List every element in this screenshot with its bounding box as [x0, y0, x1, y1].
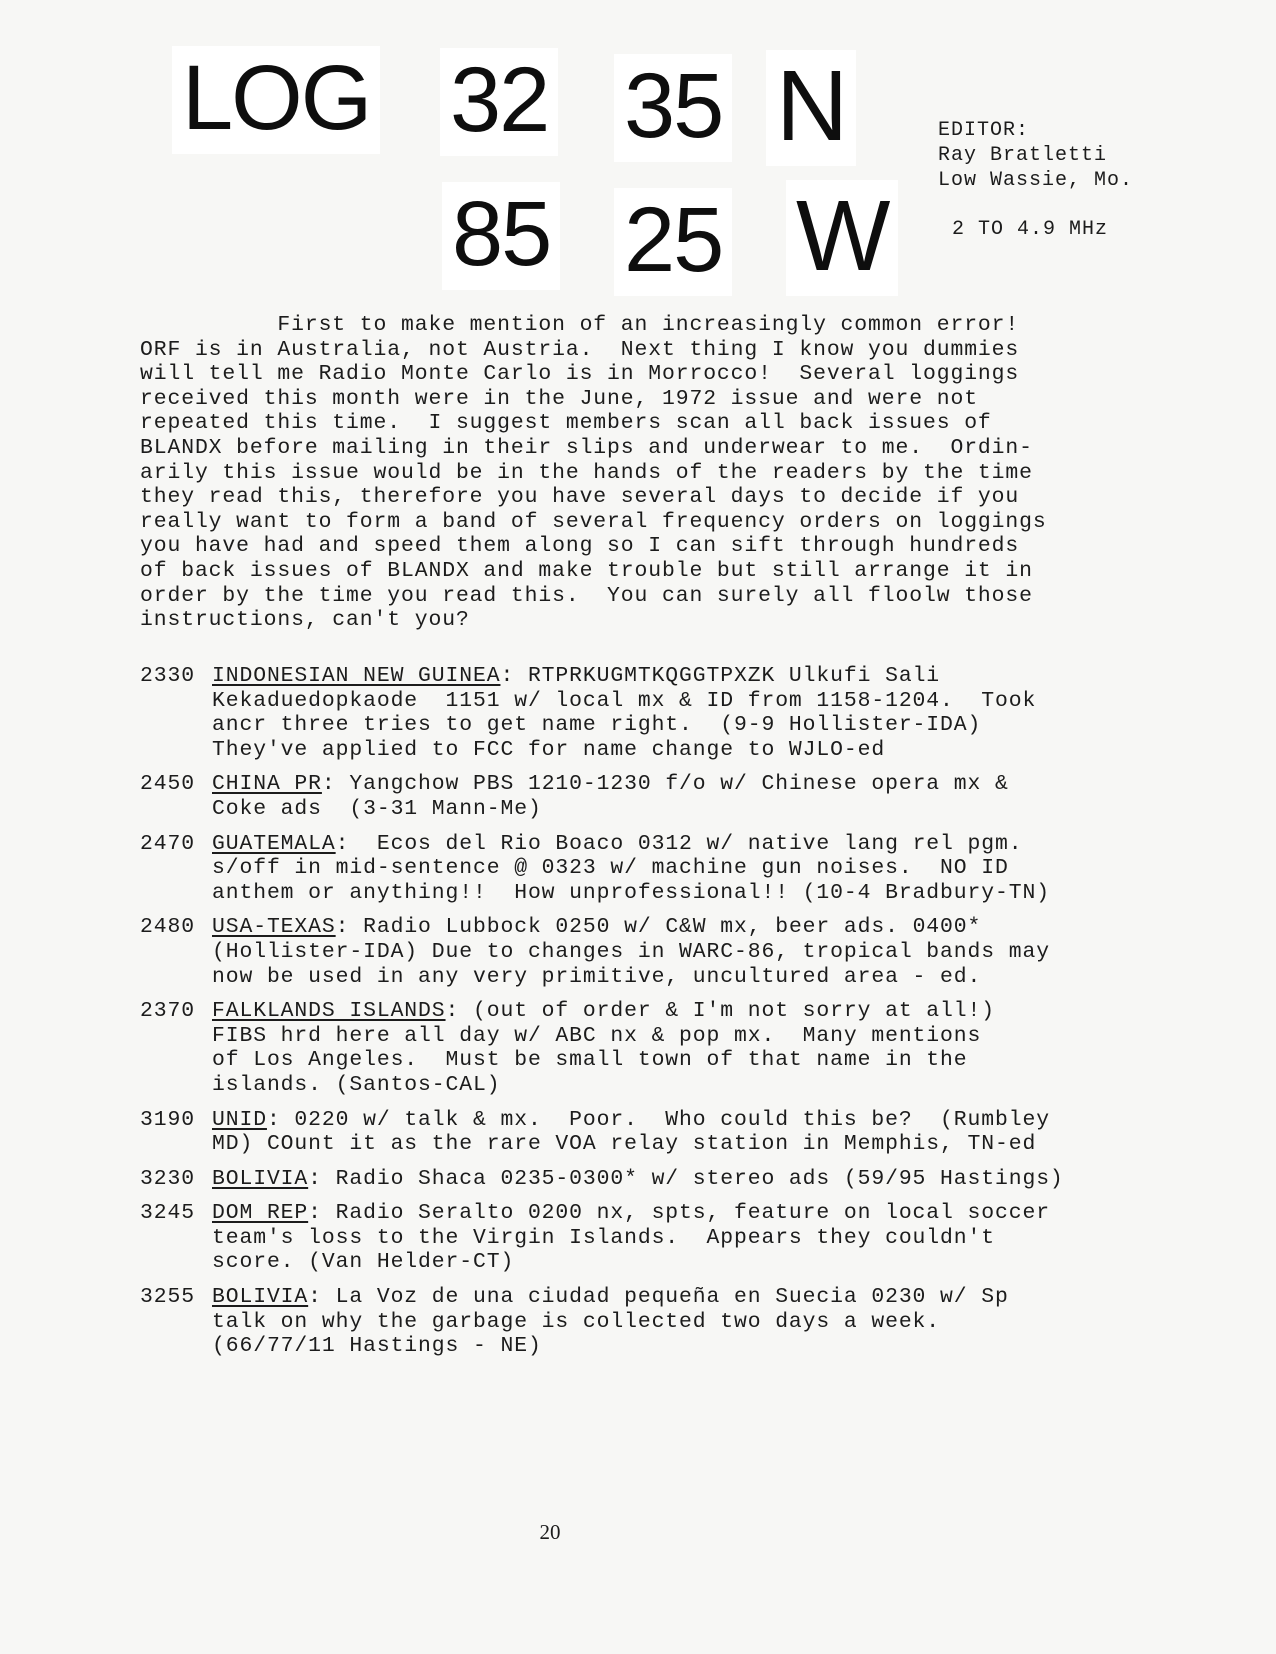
- header-cutout-n: N: [766, 50, 856, 166]
- entry-location: USA-TEXAS: [212, 915, 336, 940]
- intro-line: order by the time you read this. You can surely all floolw those: [140, 583, 1033, 608]
- logging-entry: [140, 915, 1150, 989]
- entry-line: Coke ads (3-31 Mann-Me): [212, 796, 542, 821]
- logging-entry: [140, 1285, 1150, 1359]
- entry-location: FALKLANDS ISLANDS: [212, 999, 446, 1024]
- header-cutout-25: 25: [614, 188, 732, 296]
- entry-line: (66/77/11 Hastings - NE): [212, 1334, 542, 1359]
- entry-frequency: 2370: [140, 999, 195, 1024]
- logging-entry: [140, 832, 1150, 906]
- editor-label: EDITOR:: [938, 119, 1030, 142]
- entry-text: : Radio Shaca 0235-0300* w/ stereo ads (59/95 Hastings): [308, 1166, 1064, 1191]
- logging-list: [140, 664, 1150, 1369]
- header-cutout-85: 85: [442, 182, 560, 290]
- page-number: 20: [539, 1520, 561, 1544]
- entry-frequency: 3230: [140, 1166, 195, 1191]
- editor-name: Ray Bratletti: [938, 144, 1108, 167]
- intro-line: really want to form a band of several frequency orders on loggings: [140, 509, 1047, 534]
- entry-location: INDONESIAN NEW GUINEA: [212, 664, 501, 688]
- intro-paragraph: [140, 313, 1150, 633]
- intro-line: you have had and speed them along so I can sift through hundreds: [140, 534, 1020, 559]
- logging-entry: [140, 1108, 1150, 1157]
- editor-location: Low Wassie, Mo.: [938, 169, 1134, 192]
- entry-location: UNID: [212, 1107, 267, 1132]
- entry-line: team's loss to the Virgin Islands. Appears they couldn't: [212, 1225, 995, 1250]
- logging-entry: [140, 1167, 1150, 1192]
- entry-frequency: 3245: [140, 1201, 195, 1226]
- entry-text: : RTPRKUGMTKQGGTPXZK Ulkufi Sali: [500, 664, 941, 688]
- header-cutout-w: W: [786, 180, 898, 296]
- entry-line: anthem or anything!! How unprofessional!! (10-4 Bradbury-TN): [212, 880, 1050, 905]
- intro-line: ORF is in Australia, not Austria. Next thing I know you dummies: [140, 337, 1020, 362]
- intro-line: will tell me Radio Monte Carlo is in Morrocco! Several loggings: [140, 362, 1020, 387]
- entry-text: : Ecos del Rio Boaco 0312 w/ native lang rel pgm.: [335, 831, 1023, 856]
- entry-location: GUATEMALA: [212, 831, 336, 856]
- entry-text: : Radio Seralto 0200 nx, spts, feature on local soccer: [308, 1201, 1050, 1226]
- intro-line: First to make mention of an increasingly common error!: [140, 313, 1020, 337]
- intro-line: repeated this time. I suggest members scan all back issues of: [140, 411, 992, 436]
- header-cutout-35: 35: [614, 54, 732, 162]
- entry-line: ancr three tries to get name right. (9-9 Hollister-IDA): [212, 713, 982, 738]
- entry-location: BOLIVIA: [212, 1285, 309, 1310]
- entry-location: DOM REP: [212, 1201, 309, 1226]
- logging-entry: [140, 999, 1150, 1097]
- entry-frequency: 3190: [140, 1107, 195, 1132]
- intro-line: they read this, therefore you have several days to decide if you: [140, 485, 1020, 510]
- entry-location: CHINA PR: [212, 772, 322, 797]
- logging-entry: [140, 664, 1150, 762]
- intro-line: of back issues of BLANDX and make trouble but still arrange it in: [140, 558, 1033, 583]
- header-cutout-log: LOG: [172, 46, 380, 154]
- entry-text: : Radio Lubbock 0250 w/ C&W mx, beer ads. 0400*: [335, 915, 982, 940]
- editor-block: [938, 118, 1133, 193]
- entry-line: islands. (Santos-CAL): [212, 1072, 501, 1097]
- entry-frequency: 2470: [140, 831, 195, 856]
- frequency-band: 2 TO 4.9 MHz: [952, 218, 1109, 241]
- logging-entry: [140, 772, 1150, 821]
- entry-text: : (out of order & I'm not sorry at all!): [445, 999, 995, 1024]
- intro-line: received this month were in the June, 1972 issue and were not: [140, 386, 978, 411]
- intro-line: arily this issue would be in the hands of the readers by the time: [140, 460, 1033, 485]
- entry-location: BOLIVIA: [212, 1166, 309, 1191]
- entry-line: MD) COunt it as the rare VOA relay station in Memphis, TN-ed: [212, 1132, 1037, 1157]
- entry-text: : Yangchow PBS 1210-1230 f/o w/ Chinese opera mx &: [321, 772, 1009, 797]
- entry-line: Kekaduedopkaode 1151 w/ local mx & ID from 1158-1204. Took: [212, 688, 1037, 713]
- logging-entry: [140, 1201, 1150, 1275]
- entry-text: : 0220 w/ talk & mx. Poor. Who could this be? (Rumbley: [266, 1107, 1050, 1132]
- entry-frequency: 2450: [140, 772, 195, 797]
- entry-line: They've applied to FCC for name change to WJLO-ed: [212, 737, 886, 762]
- entry-line: now be used in any very primitive, uncultured area - ed.: [212, 964, 982, 989]
- entry-line: score. (Van Helder-CT): [212, 1250, 515, 1275]
- entry-line: talk on why the garbage is collected two days a week.: [212, 1309, 941, 1334]
- entry-frequency: 2330: [140, 664, 195, 688]
- entry-line: (Hollister-IDA) Due to changes in WARC-86, tropical bands may: [212, 939, 1050, 964]
- entry-line: FIBS hrd here all day w/ ABC nx & pop mx. Many mentions: [212, 1023, 982, 1048]
- intro-line: BLANDX before mailing in their slips and underwear to me. Ordin-: [140, 435, 1033, 460]
- entry-frequency: 3255: [140, 1285, 195, 1310]
- entry-frequency: 2480: [140, 915, 195, 940]
- entry-text: : La Voz de una ciudad pequeña en Suecia 0230 w/ Sp: [308, 1285, 1009, 1310]
- entry-line: s/off in mid-sentence @ 0323 w/ machine gun noises. NO ID: [212, 856, 1009, 881]
- entry-line: of Los Angeles. Must be small town of that name in the: [212, 1048, 968, 1073]
- header-cutout-32: 32: [440, 48, 558, 156]
- intro-line: instructions, can't you?: [140, 608, 470, 633]
